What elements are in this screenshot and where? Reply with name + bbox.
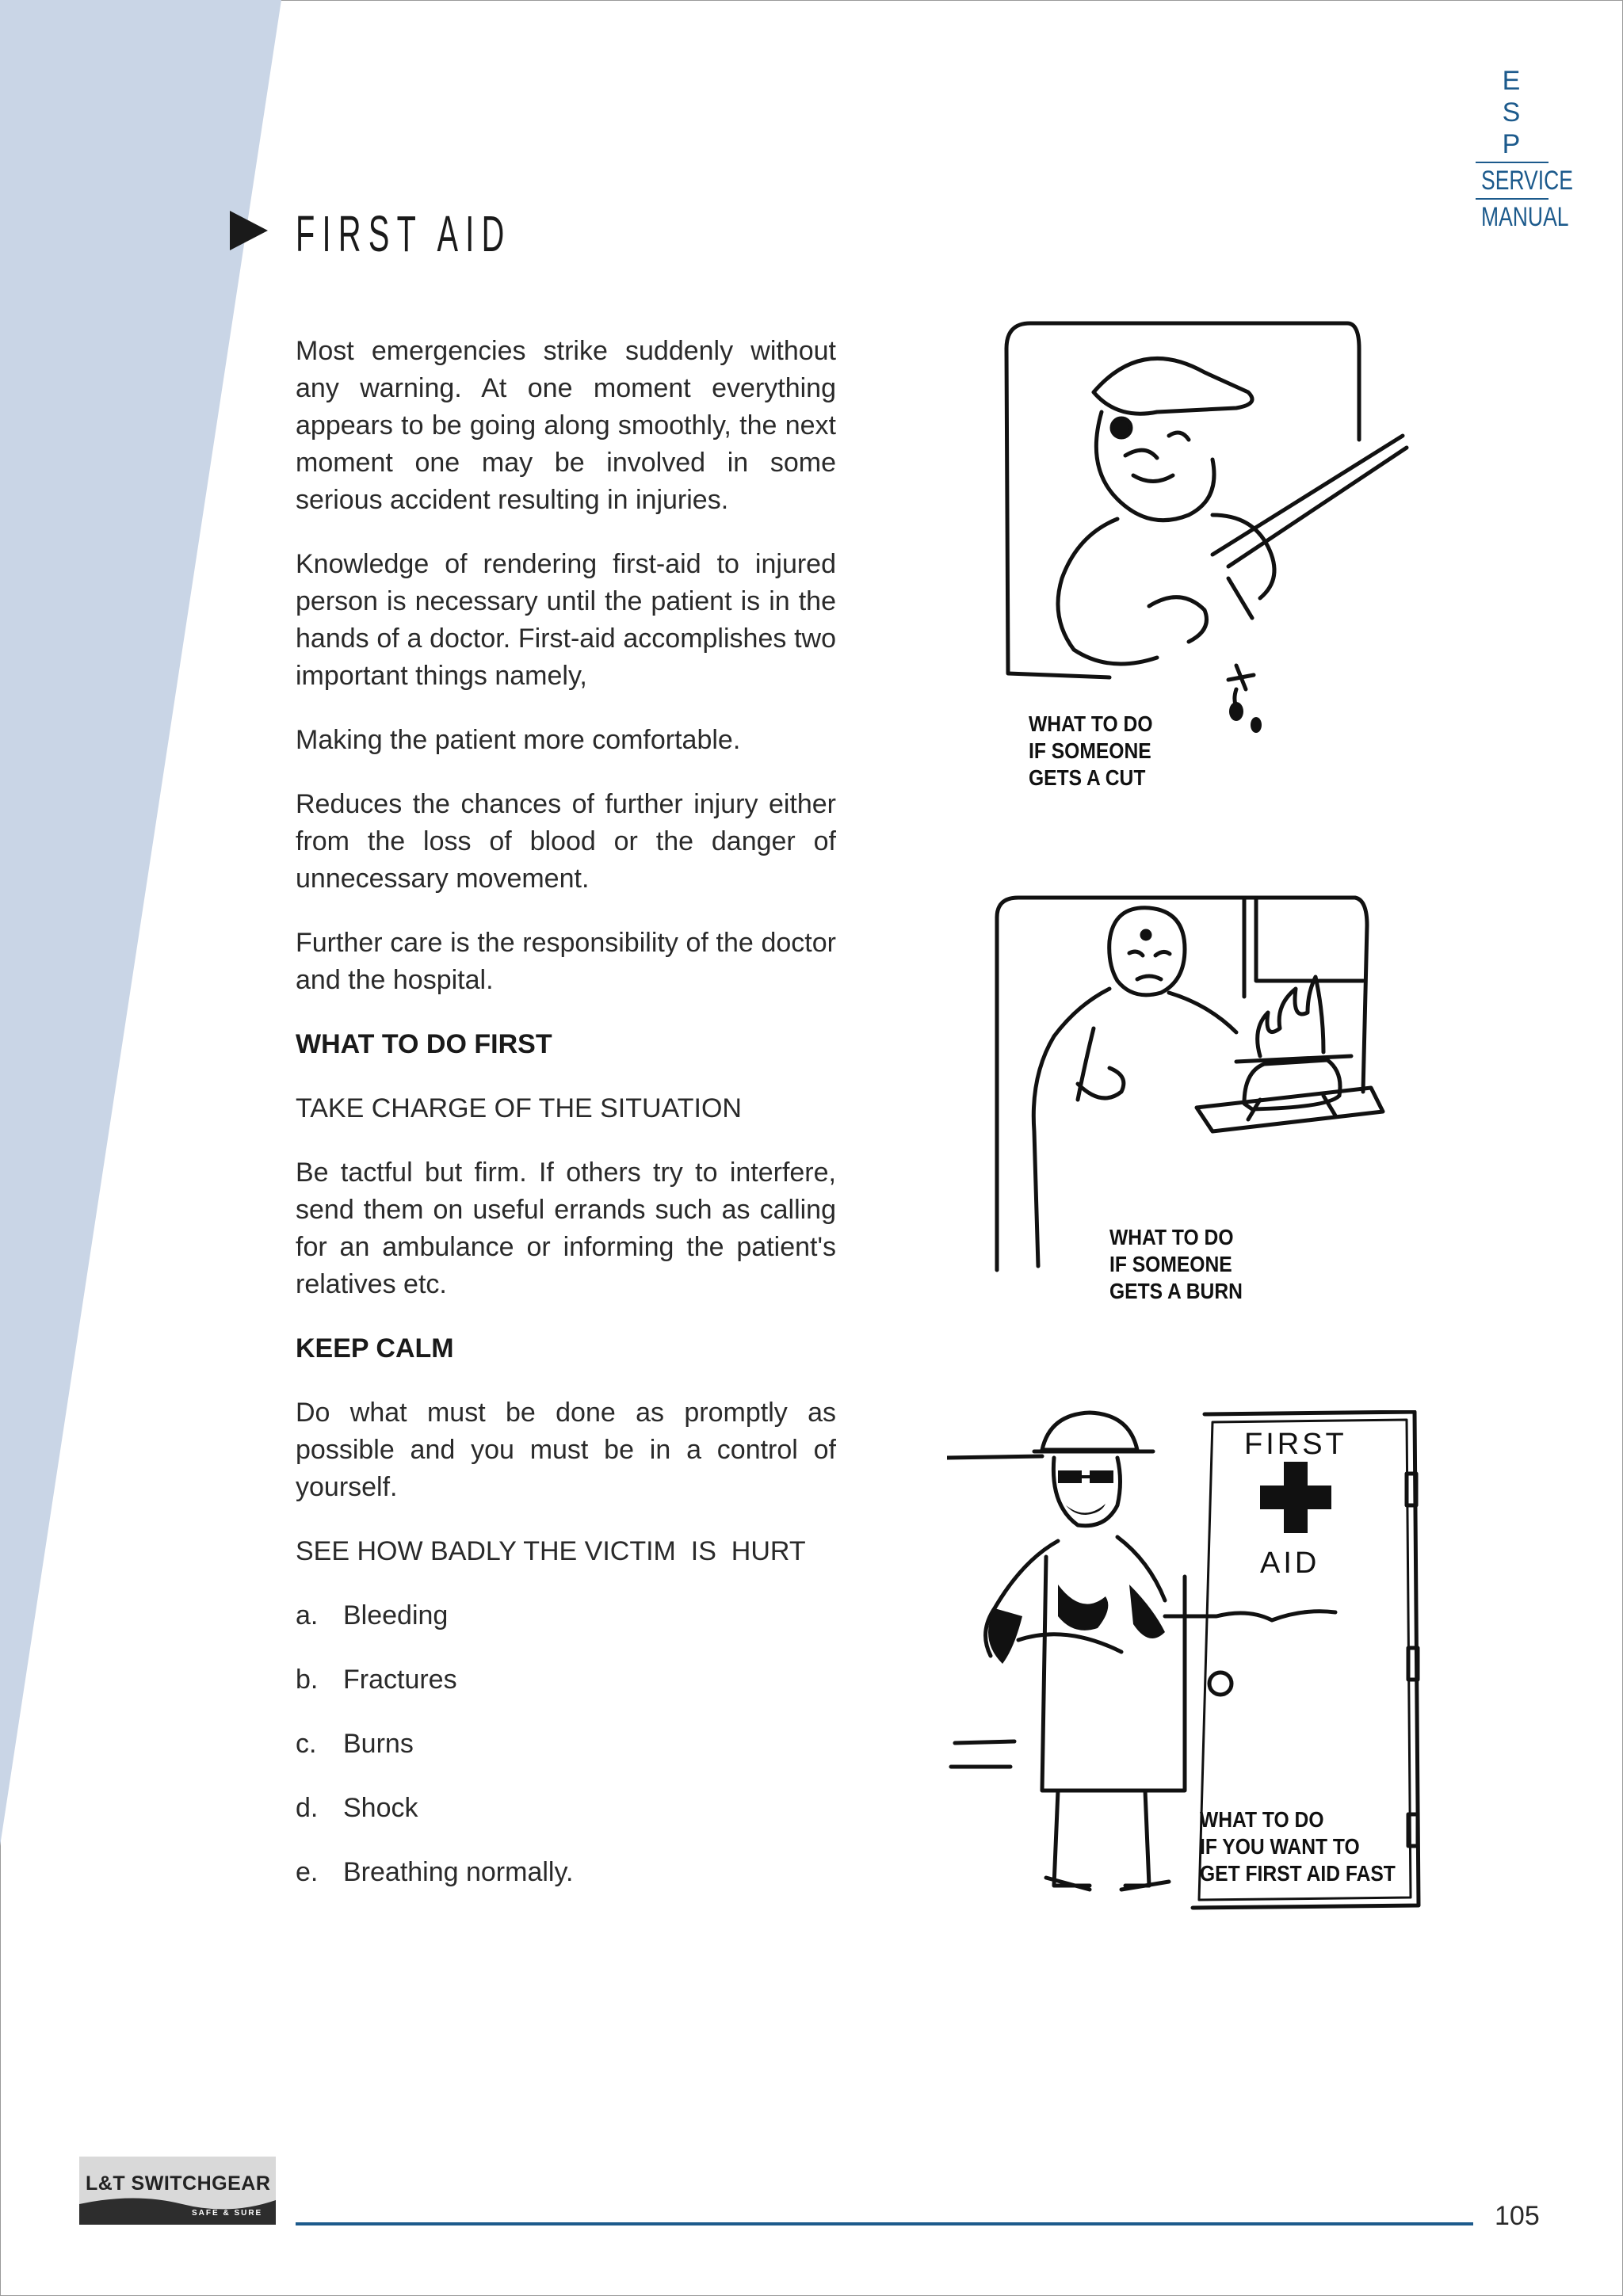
side-band [0,0,285,1846]
list-text: Bleeding [343,1600,449,1630]
list-item [296,1661,836,1699]
list-item [296,1597,836,1634]
list-item [296,1726,836,1763]
page-title: FIRST AID [296,205,512,262]
main-text [296,333,836,1918]
section-subheading: TAKE CHARGE OF THE SITUATION [296,1093,742,1123]
list-text: Fractures [343,1665,457,1695]
list-letter: d. [296,1793,319,1823]
page-number: 105 [1495,2201,1540,2231]
list-item [296,1790,836,1827]
brand-line-esp: E S P [1502,66,1533,159]
list-text: Breathing normally. [343,1857,574,1887]
cabinet-label-aid: AID [1260,1547,1320,1580]
list-letter: c. [296,1729,317,1759]
list-item [296,1854,836,1891]
burn-caption: WHAT TO DO IF SOMEONE GETS A BURN [1109,1225,1243,1303]
section-heading: WHAT TO DO FIRST [296,1029,552,1059]
list-text: Burns [343,1729,414,1759]
list-letter: e. [296,1857,319,1887]
list-letter: b. [296,1665,319,1695]
title-arrow-icon [230,211,268,250]
list-letter: a. [296,1600,319,1630]
section-heading: KEEP CALM [296,1333,454,1363]
first-aid-caption: WHAT TO DO IF YOU WANT TO GET FIRST AID FAST [1200,1807,1396,1886]
esp-service-manual-badge [1472,65,1573,233]
cut-illustration [999,317,1426,745]
logo-text: L&T SWITCHGEAR [86,2172,271,2195]
intro-paragraph: Most emergencies strike suddenly without any warning. At one moment everything appears to be going along smoothly, the next moment one may be involved in some serious accident resulting in injuries. [296,336,836,515]
footer-rule [296,2222,1473,2225]
brand-rule [1476,162,1549,163]
cabinet-label-first: FIRST [1244,1428,1347,1461]
brand-rule [1476,198,1549,200]
intro-paragraph: Further care is the responsibility of the doctor and the hospital. [296,928,836,995]
section-paragraph: Do what must be done as promptly as possible and you must be in a control of yourself. [296,1398,836,1502]
cut-caption: WHAT TO DO IF SOMEONE GETS A CUT [1029,711,1153,790]
brand-line-service: SERVICE [1481,166,1573,196]
list-text: Shock [343,1793,418,1823]
brand-line-manual: MANUAL [1481,202,1569,232]
intro-paragraph: Reduces the chances of further injury either from the loss of blood or the danger of unnecessary movement. [296,789,836,894]
intro-paragraph: Making the patient more comfortable. [296,725,741,755]
logo-tagline: SAFE & SURE [192,2209,263,2218]
intro-paragraph: Knowledge of rendering first-aid to injured person is necessary until the patient is in the hands of a doctor. First-aid accomplishes two important things namely, [296,549,836,691]
section-subheading: SEE HOW BADLY THE VICTIM IS HURT [296,1536,806,1566]
section-paragraph: Be tactful but firm. If others try to interfere, send them on useful errands such as calling for an ambulance or informing the patient's relatives etc. [296,1158,836,1299]
